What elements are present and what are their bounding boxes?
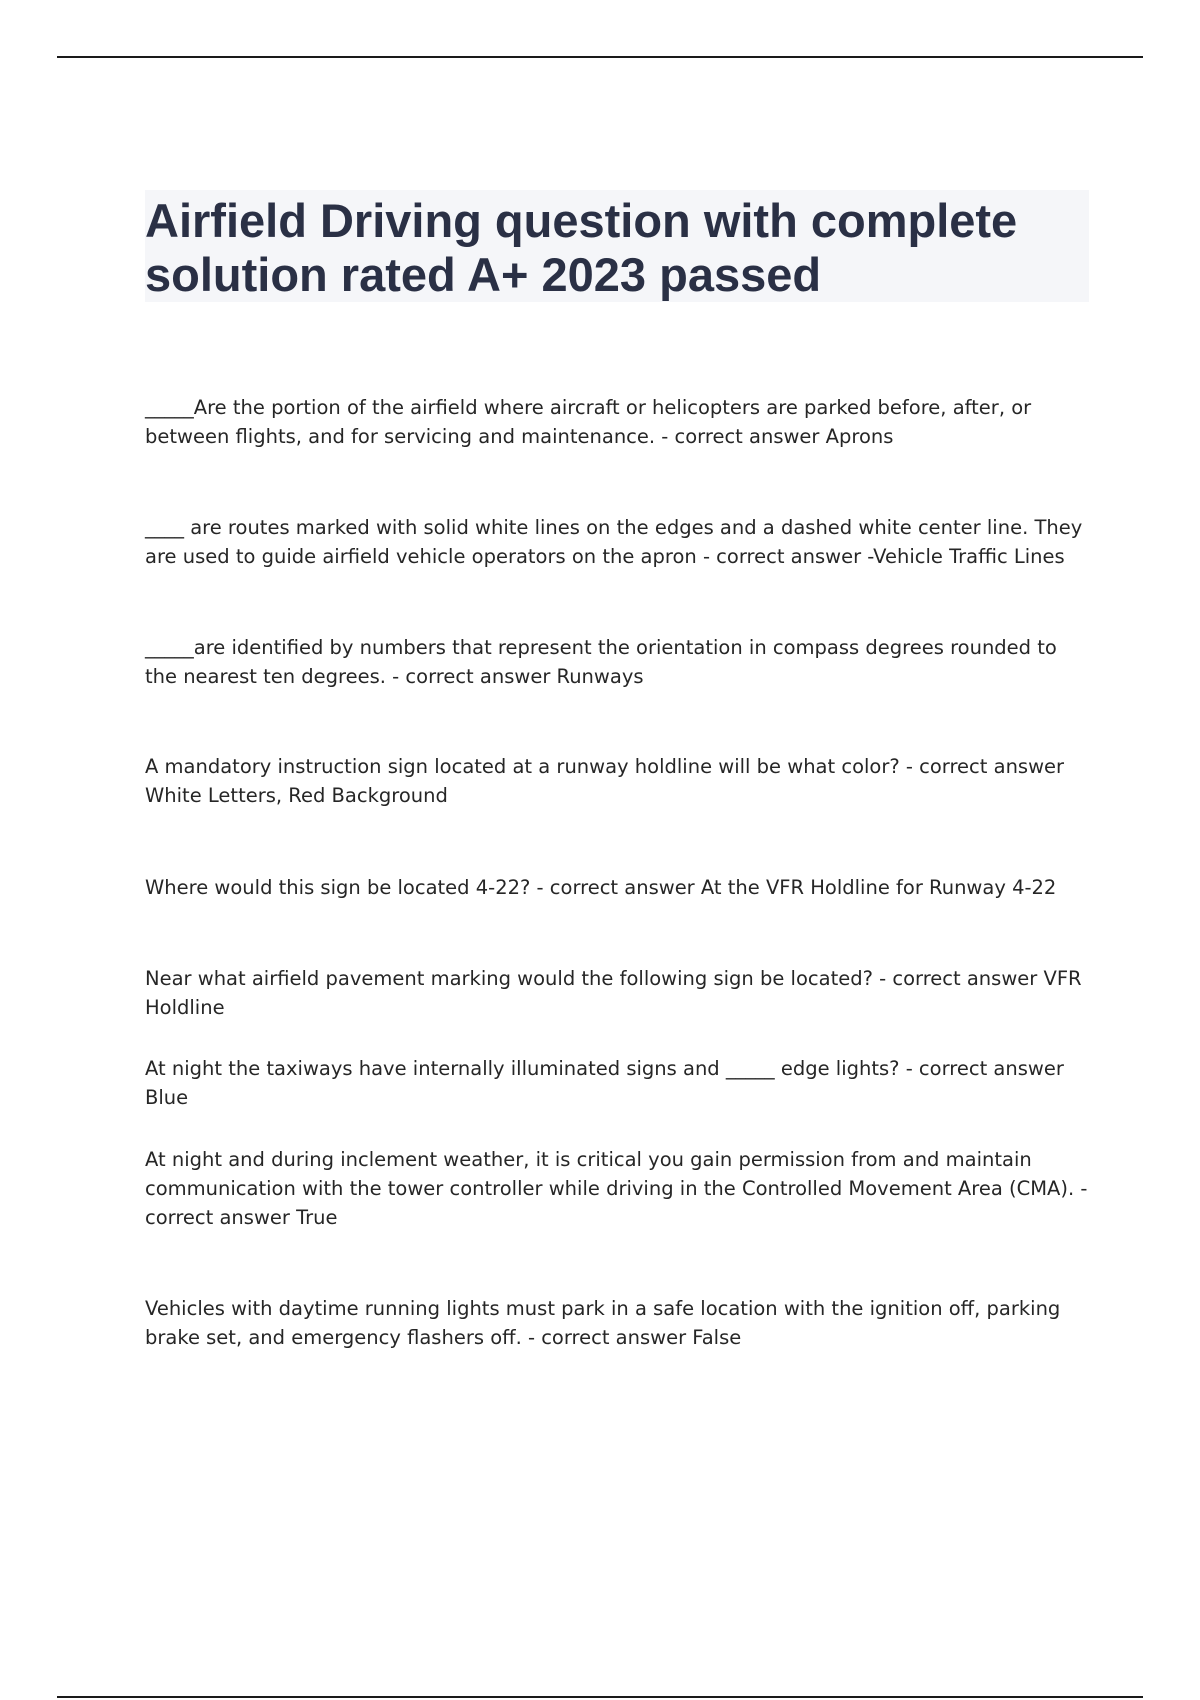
qa-item: _____Are the portion of the airfield where aircraft or helicopters are parked before, after, or between flights, and for servicing and maintenance. - correct answer Aprons	[145, 396, 1032, 448]
qa-item: Where would this sign be located 4-22? - correct answer At the VFR Holdline for Runway 4-22	[145, 876, 1057, 899]
qa-item: ____ are routes marked with solid white lines on the edges and a dashed white center line. They are used to guide airfield vehicle operators on the apron - correct answer -Vehicle Traffic Lines	[145, 516, 1083, 568]
qa-item: At night the taxiways have internally illuminated signs and _____ edge lights? - correct answer Blue	[145, 1057, 1064, 1109]
qa-item: Vehicles with daytime running lights must park in a safe location with the ignition off, parking brake set, and emergency flashers off. - correct answer False	[145, 1297, 1061, 1349]
qa-item: _____are identified by numbers that represent the orientation in compass degrees rounded to the nearest ten degrees. - correct answer Runways	[145, 636, 1057, 688]
qa-item: A mandatory instruction sign located at a runway holdline will be what color? - correct answer White Letters, Red Background	[145, 755, 1065, 807]
qa-item: At night and during inclement weather, it is critical you gain permission from and maintain communication with the tower controller while driving in the Controlled Movement Area (CMA). - correct answer True	[145, 1148, 1088, 1229]
top-rule	[57, 56, 1143, 58]
title-block	[145, 190, 1089, 302]
qa-item: Near what airfield pavement marking would the following sign be located? - correct answer VFR Holdline	[145, 967, 1082, 1019]
document-title: Airfield Driving question with complete solution rated A+ 2023 passed	[145, 194, 1018, 301]
bottom-rule	[57, 1696, 1143, 1698]
